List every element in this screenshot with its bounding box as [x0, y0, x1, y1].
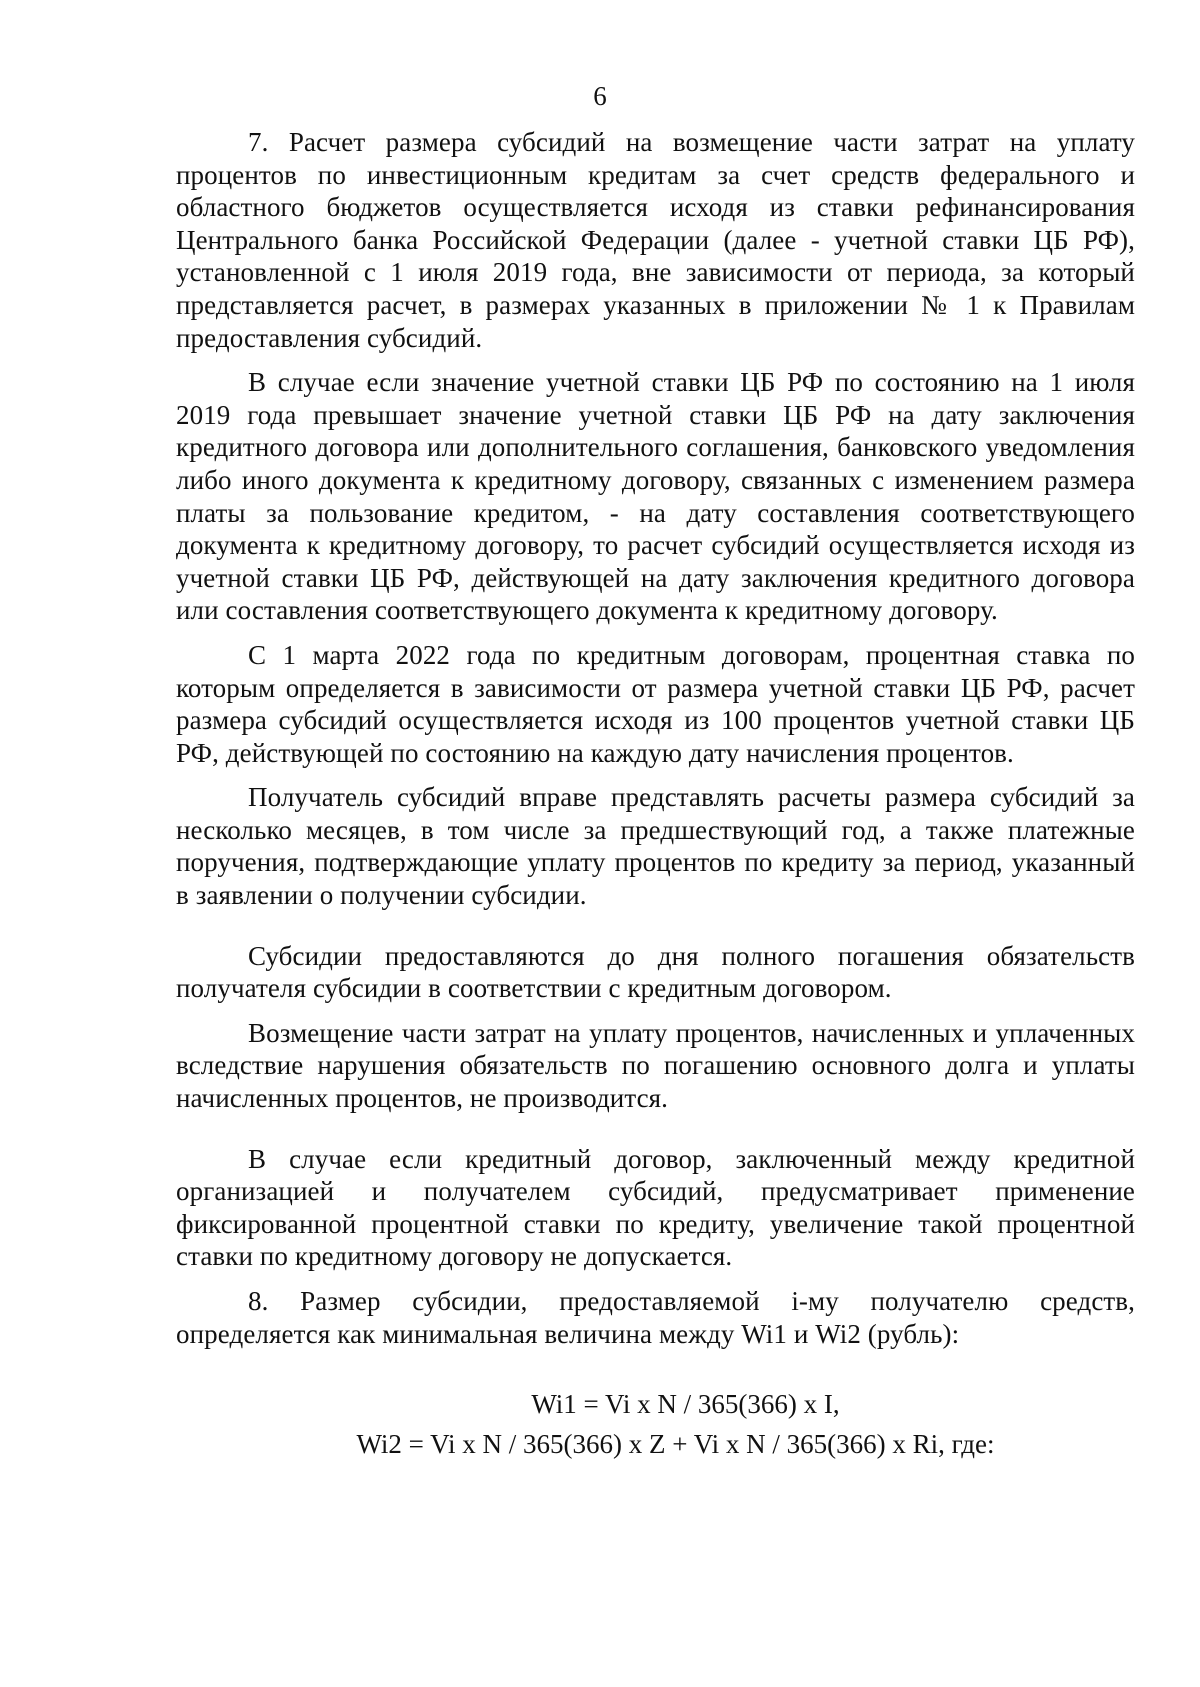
- paragraph-2: В случае если значение учетной ставки ЦБ РФ по состоянию на 1 июля 2019 года превышает значение учетной ставки ЦБ РФ на дату заключения кредитного договора или дополнительного соглашения, банковского уведомления либо иного документа к кредитному договору, связанных с изменением размера платы за пользование кредитом, - на дату составления соответствующего документа к кредитному договору, то расчет субсидий осуществляется исходя из учетной ставки ЦБ РФ, действующей на дату заключения кредитного договора или составления соответствующего документа к кредитному договору.: [176, 367, 1135, 626]
- paragraph-1: 7. Расчет размера субсидий на возмещение части затрат на уплату процентов по инвестиционным кредитам за счет средств федерального и областного бюджетов осуществляется исходя из ставки рефинансирования Центрального банка Российской Федерации (далее - учетной ставки ЦБ РФ), установленной с 1 июля 2019 года, вне зависимости от периода, за который представляется расчет, в размерах указанных в приложении № 1 к Правилам предоставления субсидий.: [176, 127, 1135, 353]
- formula-wi2: Wi2 = Vi x N / 365(366) x Z + Vi x N / 365(366) x Ri, где:: [356, 1429, 995, 1460]
- paragraph-6: Возмещение части затрат на уплату процентов, начисленных и уплаченных вследствие нарушения обязательств по погашению основного долга и уплаты начисленных процентов, не производится.: [176, 1017, 1135, 1114]
- paragraph-5: Субсидии предоставляются до дня полного погашения обязательств получателя субсидии в соответствии с кредитным договором.: [176, 940, 1135, 1004]
- paragraph-7: В случае если кредитный договор, заключенный между кредитной организацией и получателем субсидий, предусматривает применение фиксированной процентной ставки по кредиту, увеличение такой процентной ставки по кредитному договору не допускается.: [176, 1143, 1135, 1272]
- paragraph-8: 8. Размер субсидии, предоставляемой i-му получателю средств, определяется как минимальная величина между Wi1 и Wi2 (рубль):: [176, 1286, 1135, 1349]
- document-body: [176, 126, 1135, 1464]
- page-number: 6: [593, 81, 607, 111]
- paragraph-3: С 1 марта 2022 года по кредитным договорам, процентная ставка по которым определяется в зависимости от размера учетной ставки ЦБ РФ, расчет размера субсидий осуществляется исходя из 100 процентов учетной ставки ЦБ РФ, действующей по состоянию на каждую дату начисления процентов.: [176, 639, 1135, 768]
- formula-wi1: Wi1 = Vi x N / 365(366) x I,: [531, 1389, 840, 1420]
- paragraph-4: Получатель субсидий вправе представлять расчеты размера субсидий за несколько месяцев, в том числе за предшествующий год, а также платежные поручения, подтверждающие уплату процентов по кредиту за период, указанный в заявлении о получении субсидии.: [176, 782, 1135, 911]
